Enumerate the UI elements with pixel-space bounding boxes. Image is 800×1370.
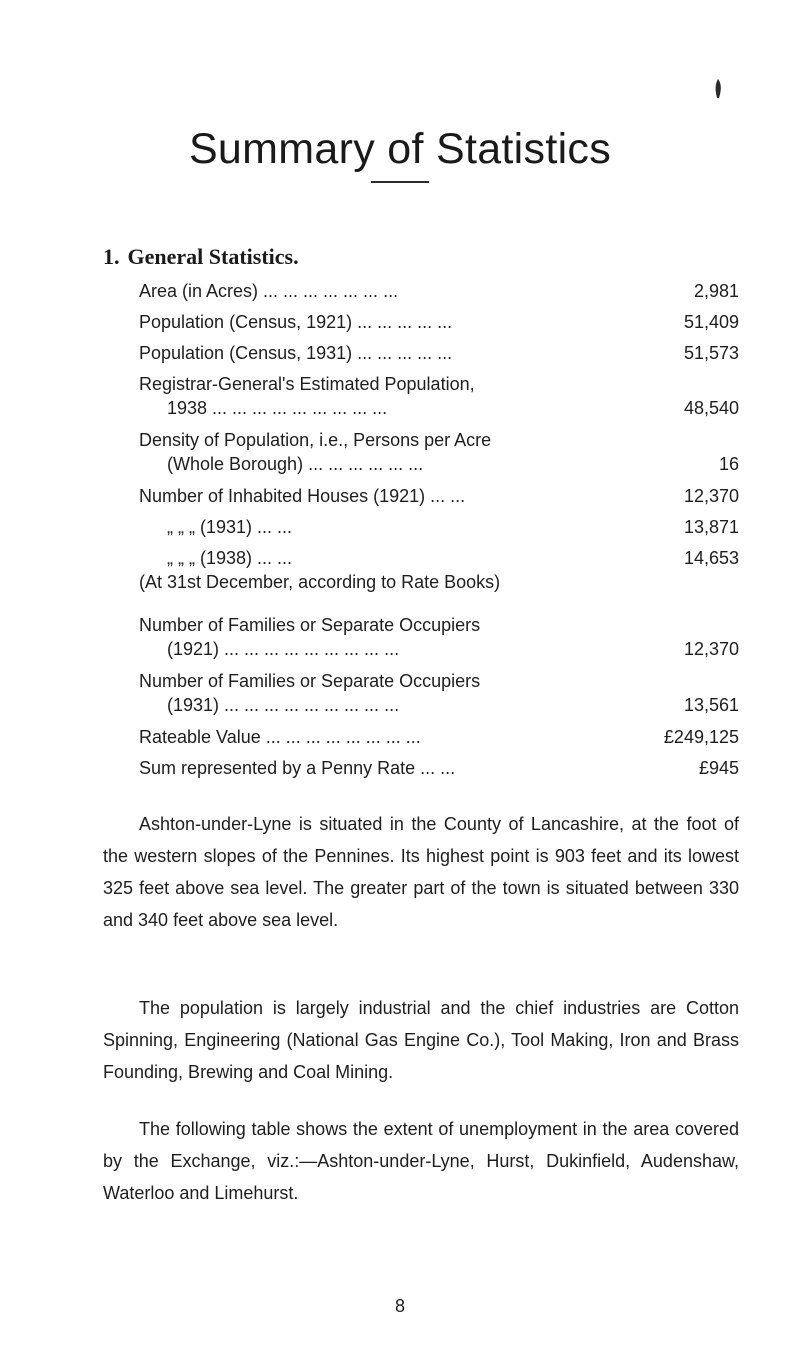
stat-label-continued: 1938 ... ... ... ... ... ... ... ... ...	[167, 398, 388, 418]
stat-note-rate-books	[139, 570, 739, 594]
stat-label-continued: (Whole Borough) ... ... ... ... ... ...	[167, 454, 424, 474]
printer-mark-icon	[713, 78, 723, 100]
stat-label: Sum represented by a Penny Rate ... ...	[139, 758, 456, 778]
stat-row-families-1931	[139, 669, 739, 719]
stat-label: Registrar-General's Estimated Population,	[139, 374, 475, 394]
stat-label: Area (in Acres) ... ... ... ... ... ... ...	[139, 281, 399, 301]
stat-value: 48,540	[683, 398, 739, 418]
paragraph-industries: The population is largely industrial and the chief industries are Cotton Spinning, Engineering (National Gas Engine Co.), Tool Making, Iron and Brass Founding, Brewing and Coal Mining.	[103, 998, 739, 1082]
stat-value: 51,409	[683, 312, 739, 332]
page-number: 8	[394, 1296, 405, 1316]
stat-label: Number of Families or Separate Occupiers	[139, 671, 481, 691]
stat-label: Density of Population, i.e., Persons per Acre	[139, 430, 492, 450]
stat-label-continued: (1921) ... ... ... ... ... ... ... ... ...	[167, 639, 400, 659]
stat-value: 12,370	[683, 639, 739, 659]
stat-label: Number of Inhabited Houses (1921) ... ...	[139, 486, 466, 506]
stat-note: (At 31st December, according to Rate Books)	[139, 572, 501, 592]
stat-row-houses-1938	[139, 546, 739, 570]
stat-row-density	[139, 428, 739, 478]
title-divider	[371, 181, 429, 183]
paragraph-location: Ashton-under-Lyne is situated in the County of Lancashire, at the foot of the western slopes of the Pennines. Its highest point is 903 feet and its lowest 325 feet above sea level. The greater part of the town is situated between 330 and 340 feet above sea level.	[103, 814, 739, 930]
paragraph-unemployment: The following table shows the extent of unemployment in the area covered by the Exchange, viz.:—Ashton-under-Lyne, Hurst, Dukinfield, Audenshaw, Waterloo and Limehurst.	[103, 1119, 739, 1203]
stat-value: £249,125	[663, 727, 739, 747]
stat-label: Population (Census, 1931) ... ... ... ... ...	[139, 343, 453, 363]
stat-value: £945	[698, 758, 739, 778]
stat-row-population-1931	[139, 341, 739, 365]
stat-label: „ „ „ (1938) ... ...	[167, 548, 293, 568]
stat-row-rateable-value	[139, 725, 739, 749]
stat-value: 13,561	[683, 695, 739, 715]
section-title: General Statistics.	[127, 244, 299, 270]
stat-label: Population (Census, 1921) ... ... ... ... ...	[139, 312, 453, 332]
section-number: 1.	[103, 244, 120, 270]
stat-row-population-1921	[139, 310, 739, 334]
stat-row-houses-1931	[139, 515, 739, 539]
stat-row-houses-1921	[139, 484, 739, 508]
stat-label: „ „ „ (1931) ... ...	[167, 517, 293, 537]
stat-label-continued: (1931) ... ... ... ... ... ... ... ... ...	[167, 695, 400, 715]
stat-value: 2,981	[693, 281, 739, 301]
page-title: Summary of Statistics	[188, 124, 612, 173]
stat-row-penny-rate	[139, 756, 739, 780]
stat-value: 51,573	[683, 343, 739, 363]
stat-value: 16	[718, 454, 739, 474]
section-heading	[103, 244, 299, 270]
stat-row-families-1921	[139, 613, 739, 663]
stat-value: 12,370	[683, 486, 739, 506]
stat-row-area	[139, 279, 739, 303]
stat-value: 13,871	[683, 517, 739, 537]
stat-row-estimated-population	[139, 372, 739, 422]
stat-label: Number of Families or Separate Occupiers	[139, 615, 481, 635]
stat-label: Rateable Value ... ... ... ... ... ... ... ...	[139, 727, 421, 747]
stat-value: 14,653	[683, 548, 739, 568]
